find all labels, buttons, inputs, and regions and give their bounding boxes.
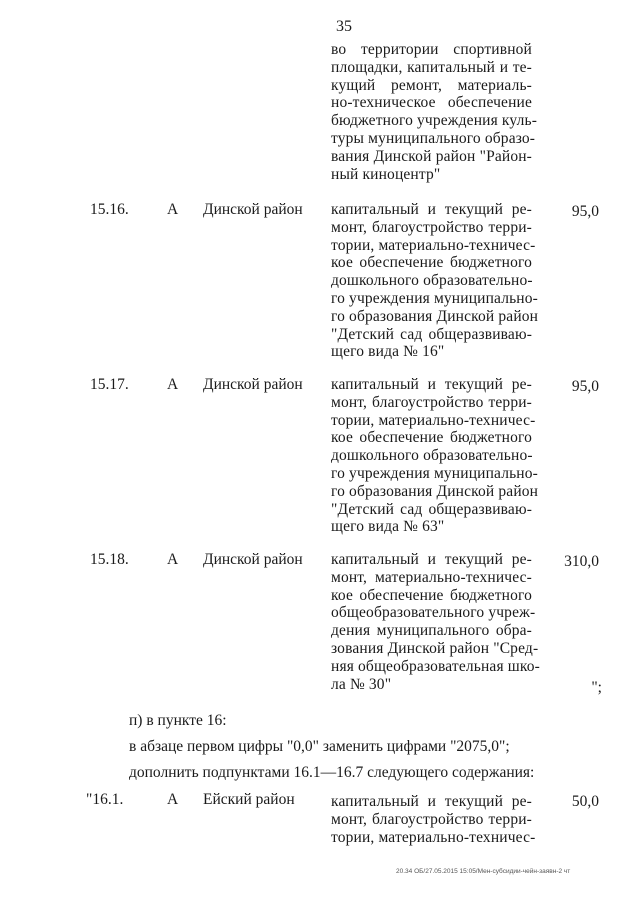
text-line: монт, благоустройство терри- <box>331 810 532 828</box>
row-number: "16.1. <box>86 791 124 808</box>
text-line: капитальный и текущий ре- <box>331 793 532 810</box>
row-municipality: Ейский район <box>203 791 295 808</box>
text-line: го образования Динской район <box>331 307 539 325</box>
row-category: А <box>167 201 179 218</box>
text-line: няя общеобразовательная шко- <box>331 657 540 675</box>
text-line: дошкольного образовательно- <box>331 447 533 465</box>
row-description <box>331 551 540 693</box>
row-amount: 50,0 <box>571 793 599 810</box>
text-line: "Детский сад общеразвиваю- <box>331 325 532 343</box>
text-line: туры муниципального образо- <box>331 129 536 147</box>
text-line: дения муниципального обра- <box>331 622 532 640</box>
text-line: зования Динской район "Сред- <box>331 639 539 657</box>
row-number: 15.18. <box>90 551 129 568</box>
text-line: щего вида № 63" <box>331 518 445 536</box>
text-line: монт, материально-техничес- <box>331 568 532 586</box>
text-line: во территории спортивной <box>331 41 532 58</box>
text-line: монт, благоустройство терри- <box>331 393 532 411</box>
closing-quote: "; <box>591 679 602 696</box>
row-amount: 95,0 <box>571 203 599 220</box>
text-line: капитальный и текущий ре- <box>331 201 532 218</box>
row-category: А <box>167 551 179 568</box>
text-line: площадки, капитальный и те- <box>331 58 532 76</box>
row-municipality: Динской район <box>203 376 303 393</box>
text-line: ный киноцентр" <box>331 165 441 183</box>
footer-stamp: 20.34 ОБ/27.05.2015 15:05/Мен-субсидии-чейн-заявн-2 чт <box>396 868 571 875</box>
page-number: 35 <box>336 18 352 35</box>
text-line: бюджетного учреждения куль- <box>331 112 538 130</box>
text-line: кое обеспечение бюджетного <box>331 254 532 272</box>
text-line: капитальный и текущий ре- <box>331 376 532 393</box>
text-line: дошкольного образовательно- <box>331 272 533 290</box>
paragraph-replace-figures: в абзаце первом цифры "0,0" заменить цифрами "2075,0"; <box>129 738 510 755</box>
row-description <box>331 201 539 361</box>
text-line: тории, материально-техничес- <box>331 828 536 846</box>
row-amount: 95,0 <box>571 378 599 395</box>
text-line: щего вида № 16" <box>331 343 445 361</box>
row-amount: 310,0 <box>564 553 599 570</box>
row-municipality: Динской район <box>203 551 303 568</box>
row-description <box>331 376 539 536</box>
text-line: капитальный и текущий ре- <box>331 551 532 568</box>
text-line: вания Динской район "Район- <box>331 147 532 165</box>
text-line: кущий ремонт, материаль- <box>331 76 532 94</box>
text-line: ла № 30" <box>331 675 392 693</box>
text-line: го учреждения муниципально- <box>331 289 538 307</box>
carryover-description <box>331 41 538 183</box>
text-line: тории, материально-техничес- <box>331 236 536 254</box>
text-line: го образования Динской район <box>331 482 539 500</box>
text-line: кое обеспечение бюджетного <box>331 429 532 447</box>
text-line: тории, материально-техничес- <box>331 411 536 429</box>
text-line: общеобразовательного учреж- <box>331 604 536 622</box>
paragraph-item-p: п) в пункте 16: <box>129 712 227 729</box>
paragraph-add-subitems: дополнить подпунктами 16.1—16.7 следующего содержания: <box>129 764 535 781</box>
row-description <box>331 793 536 846</box>
text-line: "Детский сад общеразвиваю- <box>331 500 532 518</box>
row-number: 15.17. <box>90 376 129 393</box>
row-category: А <box>167 791 179 808</box>
text-line: го учреждения муниципально- <box>331 464 538 482</box>
text-line: но-техническое обеспечение <box>331 94 532 112</box>
row-municipality: Динской район <box>203 201 303 218</box>
row-number: 15.16. <box>90 201 129 218</box>
text-line: монт, благоустройство терри- <box>331 218 532 236</box>
text-line: кое обеспечение бюджетного <box>331 586 532 604</box>
row-category: А <box>167 376 179 393</box>
